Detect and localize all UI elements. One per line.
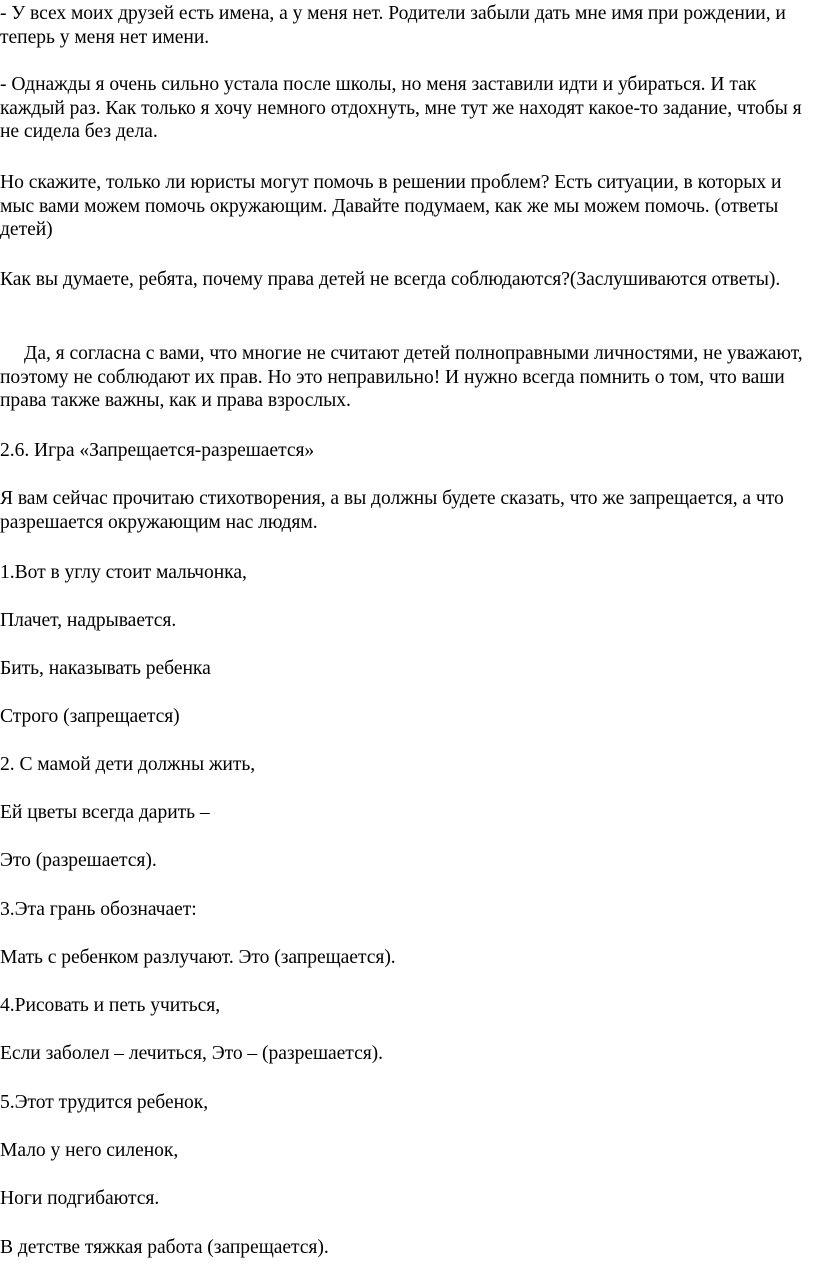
poem-line: Ноги подгибаются. [0, 1188, 160, 1209]
poem-line: Плачет, надрывается. [0, 610, 177, 631]
paragraph-tired-after-school: - Однажды я очень сильно устала после школы, но меня заставили идти и убираться. И так каждый раз. Как только я хочу немного отдохнуть, мне тут же находят какое-то задание, чтобы я не сидела без дела. [0, 74, 802, 142]
poem-line: 2. С мамой дети должны жить, [0, 754, 256, 775]
poem-line: 4.Рисовать и петь учиться, [0, 995, 221, 1016]
poem-line: 5.Этот трудится ребенок, [0, 1092, 209, 1113]
poem-line: Если заболел – лечиться, Это – (разрешается). [0, 1043, 383, 1064]
poem-line: Мать с ребенком разлучают. Это (запрещается). [0, 947, 396, 968]
paragraph-why-rights: Как вы думаете, ребята, почему права детей не всегда соблюдаются?(Заслушиваются ответы). [0, 269, 781, 290]
paragraph-no-name: - У всех моих друзей есть имена, а у меня нет. Родители забыли дать мне имя при рождении, и теперь у меня нет имени. [0, 3, 786, 48]
poem-line: Ей цветы всегда дарить – [0, 802, 210, 823]
paragraph-agree: Да, я согласна с вами, что многие не считают детей полноправными личностями, не уважают, поэтому не соблюдают их прав. Но это неправильно! И нужно всегда помнить о том, что ваши права также важны, как и права взрослых. [0, 343, 803, 411]
paragraph-game-instructions: Я вам сейчас прочитаю стихотворения, а вы должны будете сказать, что же запрещается, а что разрешается окружающим нас людям. [0, 488, 784, 533]
poem-line: 1.Вот в углу стоит мальчонка, [0, 562, 247, 583]
poem-line: Строго (запрещается) [0, 706, 180, 727]
poem-line: 3.Эта грань обозначает: [0, 899, 197, 920]
poem-line: Мало у него силенок, [0, 1140, 179, 1161]
poem-line: В детстве тяжкая работа (запрещается). [0, 1237, 329, 1258]
paragraph-lawyers-question: Но скажите, только ли юристы могут помочь в решении проблем? Есть ситуации, в которых и мыс вами можем помочь окружающим. Давайте подумаем, как же мы можем помочь. (ответы детей) [0, 172, 782, 240]
poem-line: Бить, наказывать ребенка [0, 658, 211, 679]
section-heading-game: 2.6. Игра «Запрещается-разрешается» [0, 440, 315, 461]
poem-line: Это (разрешается). [0, 850, 157, 871]
